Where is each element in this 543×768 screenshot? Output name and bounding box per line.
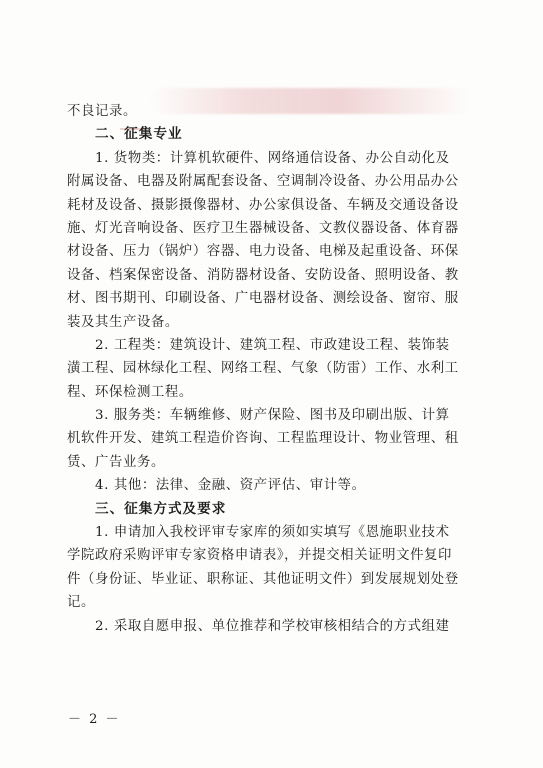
service-category-paragraph [67, 404, 479, 474]
method-paragraph [67, 615, 479, 638]
paragraph-line: 件（身份证、毕业证、职称证、其他证明文件）到发展规划处登 [67, 571, 459, 587]
section-heading-3: 三、征集方式及要求 [95, 500, 227, 517]
section-heading-2: 二、征集专业 [95, 126, 183, 143]
paragraph-line: 4. 其他：法律、金融、资产评估、审计等。 [95, 478, 366, 494]
paragraph-line: 机软件开发、建筑工程造价咨询、工程监理设计、物业管理、租 [67, 431, 459, 447]
paragraph-line: 程、环保检测工程。 [67, 384, 193, 400]
application-paragraph [67, 521, 479, 615]
paragraph-line: 耗材及设备、摄影摄像器材、办公家俱设备、车辆及交通设备设 [67, 197, 459, 213]
engineering-category-paragraph [67, 334, 479, 404]
paragraph-line: 潢工程、园林绿化工程、网络工程、气象（防雷）工作、水利工 [67, 361, 459, 377]
paragraph-line: 赁、广告业务。 [67, 454, 165, 470]
paragraph-line: 装及其生产设备。 [67, 314, 179, 330]
paragraph-line: 施、灯光音响设备、医疗卫生器械设备、文教仪器设备、体育器 [67, 220, 459, 236]
opening-line: 不良记录。 [67, 104, 137, 119]
paragraph-line: 记。 [67, 595, 95, 611]
paragraph-line: 学院政府采购评审专家资格申请表》，并提交相关证明文件复印 [67, 548, 453, 564]
goods-category-paragraph [67, 147, 479, 334]
paragraph-line: 设备、档案保密设备、消防器材设备、安防设备、照明设备、教 [67, 267, 459, 283]
paragraph-line: 材设备、压力（锅炉）容器、电力设备、电梯及起重设备、环保 [67, 244, 459, 260]
paragraph-line: 2. 采取自愿申报、单位推荐和学校审核相结合的方式组建 [95, 618, 450, 634]
paragraph-line: 1. 货物类：计算机软硬件、网络通信设备、办公自动化及 [95, 150, 450, 166]
document-body [67, 100, 479, 638]
paragraph-line: 1. 申请加入我校评审专家库的须如实填写《恩施职业技术 [95, 525, 450, 541]
page-number: － 2 － [68, 712, 121, 727]
paragraph-line: 附属设备、电器及附属配套设备、空调制冷设备、办公用品办公 [67, 174, 459, 190]
other-category-paragraph [67, 474, 479, 497]
paragraph-line: 2. 工程类：建筑设计、建筑工程、市政建设工程、装饰装 [95, 337, 450, 353]
paragraph-line: 材、图书期刊、印刷设备、广电器材设备、测绘设备、窗帘、服 [67, 291, 459, 307]
paragraph-line: 3. 服务类：车辆维修、财产保险、图书及印刷出版、计算 [95, 408, 450, 424]
